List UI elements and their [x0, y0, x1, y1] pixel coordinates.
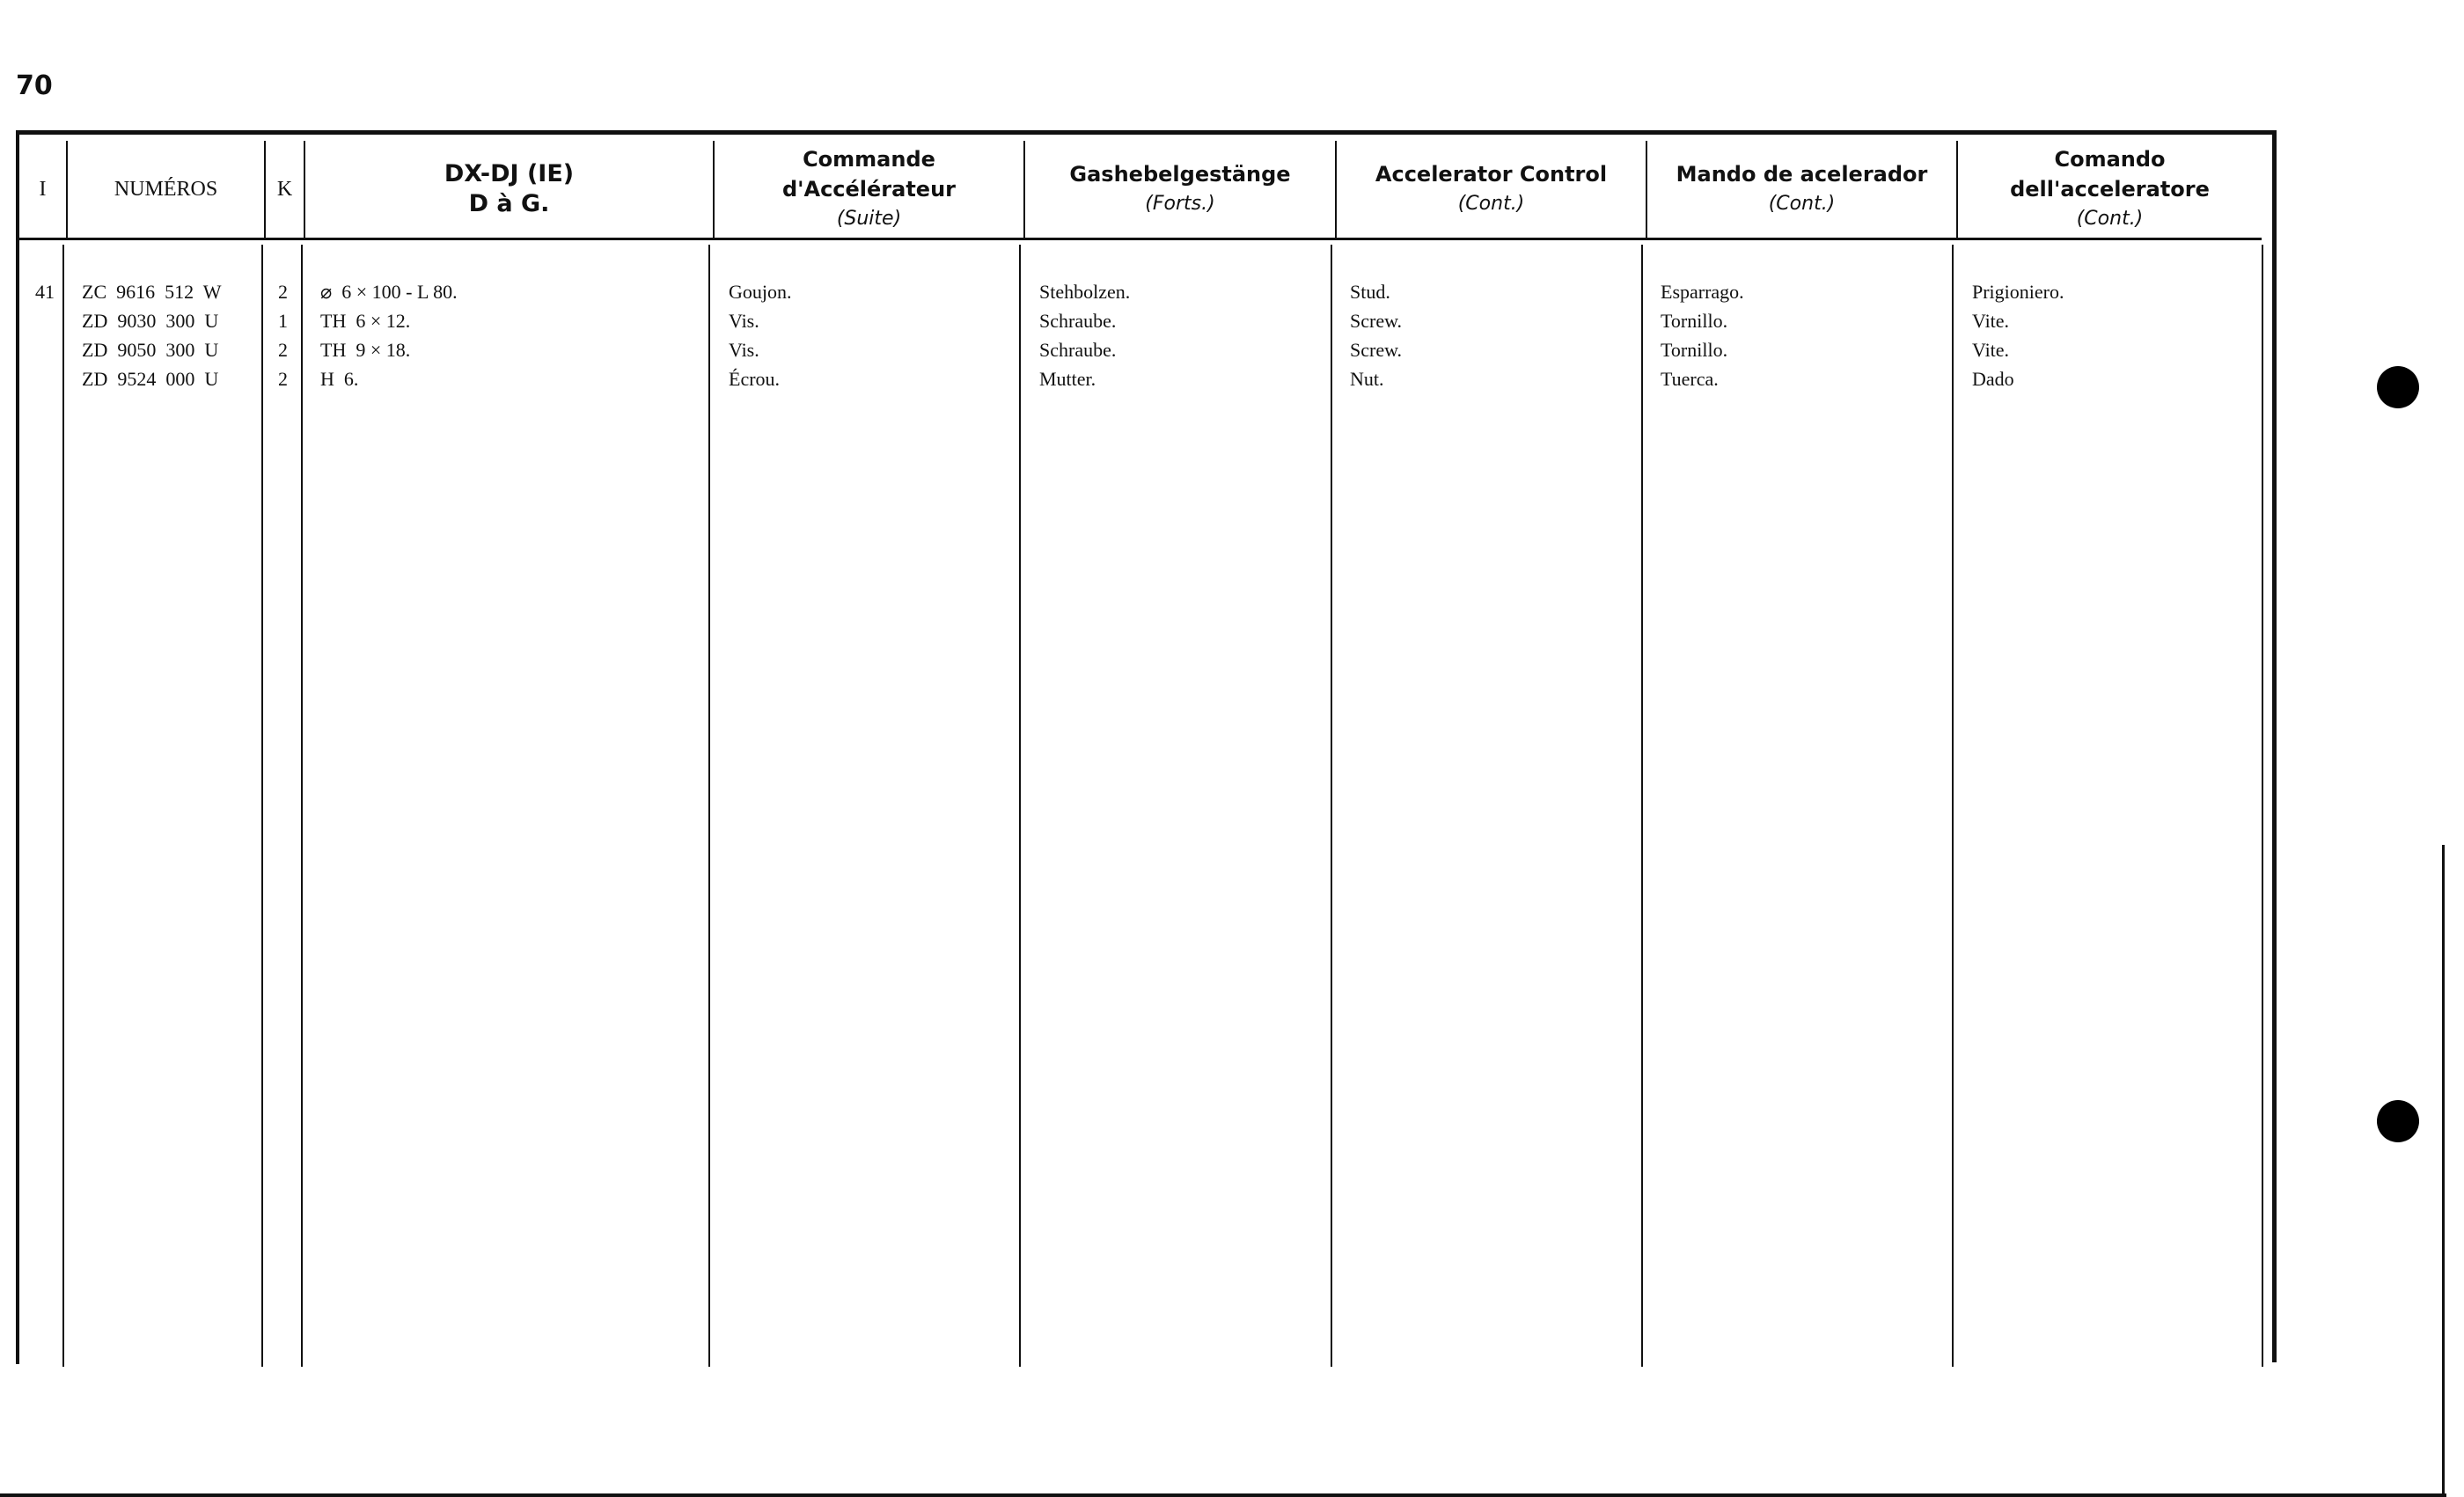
table-row-de: Schraube.: [1039, 339, 1117, 361]
header-en-title: Accelerator Control: [1375, 162, 1608, 187]
column-rule: [1641, 245, 1643, 1367]
table-row-it: Dado: [1972, 368, 2014, 390]
table-frame-right: [2272, 130, 2277, 1362]
table-row-fr: Vis.: [729, 310, 759, 332]
table-row-de: Stehbolzen.: [1039, 281, 1131, 303]
header-de-title: Gashebelgestänge: [1069, 162, 1291, 187]
table-row-number: ZD 9050 300 U: [82, 339, 219, 361]
table-row-spec: ⌀ 6 × 100 - L 80.: [320, 281, 458, 303]
page-bottom-line: [0, 1493, 2446, 1497]
table-row-it: Vite.: [1972, 310, 2010, 332]
binder-hole: [2377, 366, 2419, 408]
header-en-subtitle: (Cont.): [1457, 193, 1525, 215]
header-qty-title: K: [276, 178, 293, 201]
table-row-qty: 2: [278, 339, 288, 361]
header-de-subtitle: (Forts.): [1145, 193, 1215, 215]
table-row-qty: 2: [278, 368, 288, 390]
table-row-en: Screw.: [1350, 310, 1403, 332]
header-numbers-title: NUMÉROS: [114, 178, 218, 201]
table-row-en: Nut.: [1350, 368, 1384, 390]
header-en: [1337, 141, 1646, 238]
column-rule: [261, 245, 263, 1367]
header-it-subtitle: (Cont.): [2076, 208, 2144, 230]
column-rule: [62, 245, 64, 1367]
table-row-index: 41: [35, 281, 55, 303]
header-it: [1958, 141, 2262, 238]
table-row-qty: 1: [278, 310, 288, 332]
header-fr: [715, 141, 1023, 238]
column-rule: [301, 245, 303, 1367]
table-row-en: Screw.: [1350, 339, 1403, 361]
page-edge-line: [2442, 845, 2445, 1496]
header-es-title: Mando de acelerador: [1676, 162, 1928, 187]
table-row-de: Schraube.: [1039, 310, 1117, 332]
table-row-it: Prigioniero.: [1972, 281, 2064, 303]
header-es: [1647, 141, 1956, 238]
table-row-es: Tornillo.: [1661, 339, 1728, 361]
table-row-it: Vite.: [1972, 339, 2010, 361]
table-row-es: Tornillo.: [1661, 310, 1728, 332]
table-row-spec: H 6.: [320, 368, 359, 390]
table-frame-top: [16, 130, 2276, 135]
header-de: [1025, 141, 1335, 238]
table-row-number: ZC 9616 512 W: [82, 281, 222, 303]
header-model: [305, 141, 713, 238]
header-index-title: I: [39, 178, 47, 201]
header-divider: [19, 238, 2262, 240]
table-frame-left: [16, 132, 19, 1364]
column-rule: [708, 245, 710, 1367]
table-row-spec: TH 9 × 18.: [320, 339, 411, 361]
header-it-title-line1: Comando: [2054, 147, 2166, 172]
table-row-es: Esparrago.: [1661, 281, 1744, 303]
table-row-fr: Écrou.: [729, 368, 781, 390]
column-rule: [1331, 245, 1332, 1367]
header-qty: [266, 141, 304, 238]
page-number: 70: [16, 70, 53, 101]
header-es-subtitle: (Cont.): [1768, 193, 1836, 215]
header-fr-title-line1: Commande: [803, 147, 935, 172]
header-it-title-line2: dell'acceleratore: [2010, 177, 2210, 202]
table-row-de: Mutter.: [1039, 368, 1096, 390]
binder-hole: [2377, 1100, 2419, 1142]
table-row-en: Stud.: [1350, 281, 1390, 303]
header-model-title: DX-DJ (IE): [444, 160, 575, 187]
column-rule: [1952, 245, 1954, 1367]
table-row-fr: Goujon.: [729, 281, 792, 303]
column-rule: [2262, 245, 2263, 1367]
column-rule: [1019, 245, 1021, 1367]
table-row-spec: TH 6 × 12.: [320, 310, 411, 332]
table-row-fr: Vis.: [729, 339, 759, 361]
header-fr-subtitle: (Suite): [836, 208, 902, 230]
header-numbers: [68, 141, 264, 238]
header-index: [19, 141, 66, 238]
table-row-number: ZD 9030 300 U: [82, 310, 219, 332]
table-row-qty: 2: [278, 281, 288, 303]
header-fr-title-line2: d'Accélérateur: [781, 177, 957, 202]
table-row-number: ZD 9524 000 U: [82, 368, 219, 390]
table-row-es: Tuerca.: [1661, 368, 1719, 390]
header-model-subtitle: D à G.: [468, 190, 550, 217]
